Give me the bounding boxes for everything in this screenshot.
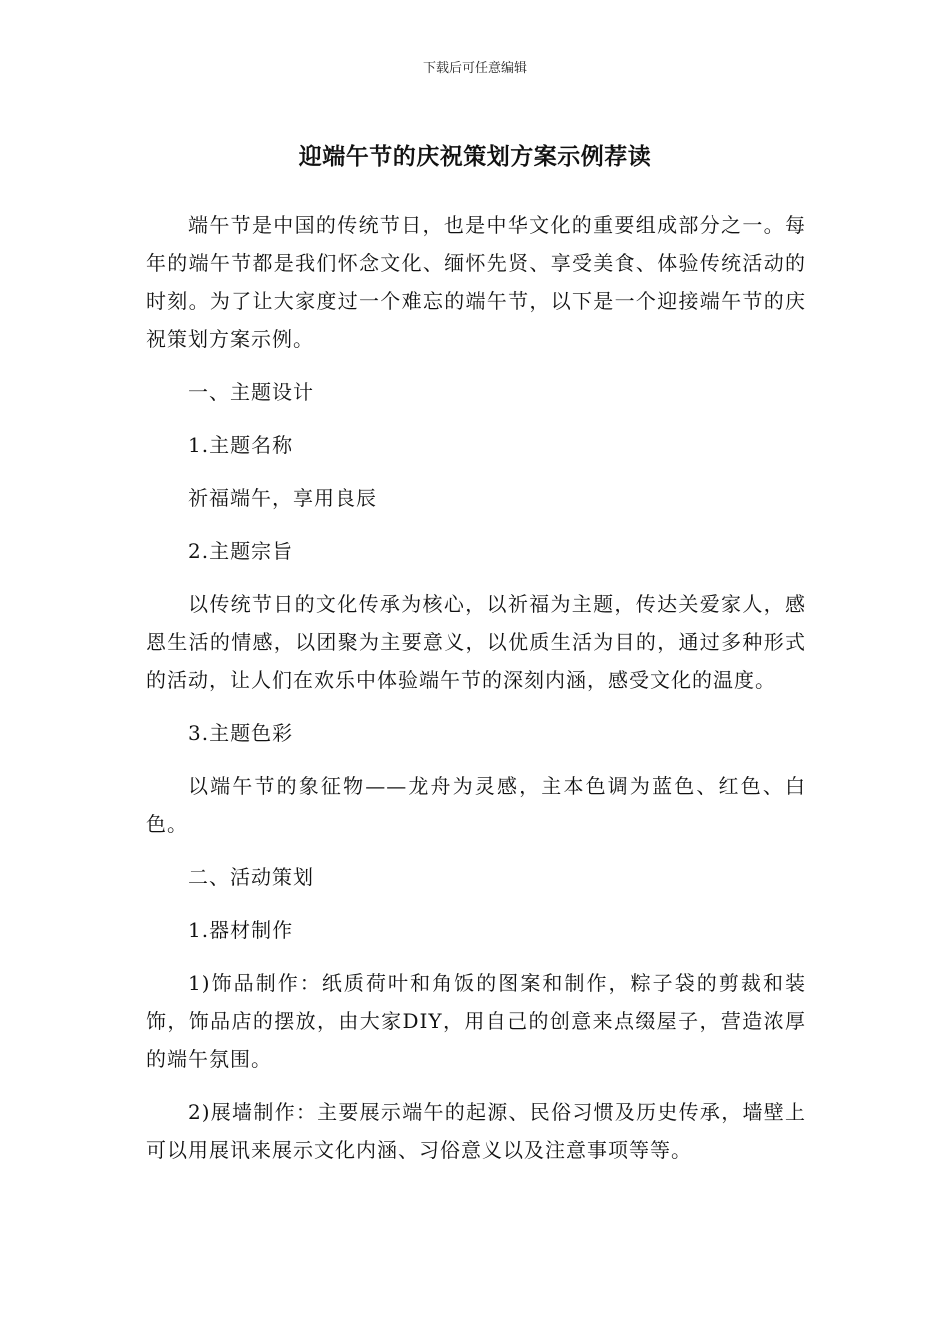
display-wall-paragraph: 2)展墙制作：主要展示端午的起源、民俗习惯及历史传承，墙壁上可以用展讯来展示文化内涵、习俗意义以及注意事项等等。	[146, 1100, 806, 1162]
theme-color-paragraph: 以端午节的象征物——龙舟为灵感，主本色调为蓝色、红色、白色。	[146, 774, 806, 836]
section-heading-activity-plan: 二、活动策划	[188, 865, 314, 889]
subheading-theme-color: 3.主题色彩	[188, 721, 294, 745]
document-body	[146, 206, 806, 1169]
subheading-theme-name: 1.主题名称	[188, 433, 294, 457]
theme-name-text: 祈福端午，享用良辰	[188, 486, 377, 510]
header-note: 下载后可任意编辑	[422, 61, 527, 76]
intro-paragraph: 端午节是中国的传统节日，也是中华文化的重要组成部分之一。每年的端午节都是我们怀念文化、缅怀先贤、享受美食、体验传统活动的时刻。为了让大家度过一个难忘的端午节，以下是一个迎接端午节的庆祝策划方案示例。	[146, 213, 806, 351]
ornament-making-paragraph: 1)饰品制作：纸质荷叶和角饭的图案和制作，粽子袋的剪裁和装饰，饰品店的摆放，由大家DIY，用自己的创意来点缀屋子，营造浓厚的端午氛围。	[146, 971, 806, 1071]
subheading-equipment: 1.器材制作	[188, 918, 294, 942]
document-title: 迎端午节的庆祝策划方案示例荐读	[298, 144, 652, 170]
section-heading-theme-design: 一、主题设计	[188, 380, 314, 404]
theme-purpose-paragraph: 以传统节日的文化传承为核心，以祈福为主题，传达关爱家人，感恩生活的情感，以团聚为主要意义，以优质生活为目的，通过多种形式的活动，让人们在欢乐中体验端午节的深刻内涵，感受文化的温度。	[146, 592, 806, 692]
subheading-theme-purpose: 2.主题宗旨	[188, 539, 294, 563]
